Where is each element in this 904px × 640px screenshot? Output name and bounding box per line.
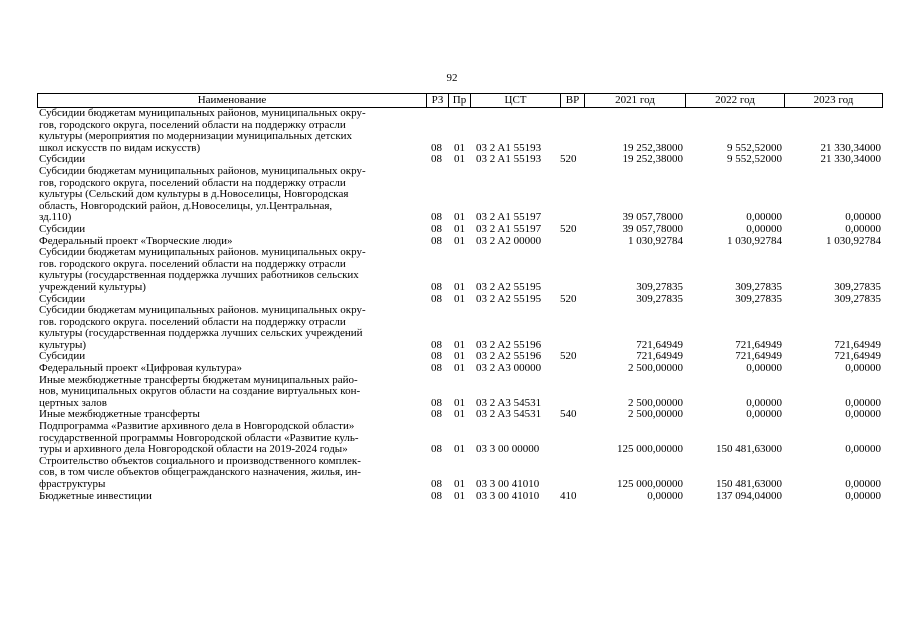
row-pr: 01: [454, 408, 465, 421]
table-row: [37, 166, 883, 224]
header-2023: 2023 год: [784, 94, 882, 107]
row-2022: 0,00000: [746, 362, 782, 375]
row-2022: 0,00000: [746, 408, 782, 421]
row-2021: 19 252,38000: [622, 153, 683, 166]
row-2022: 721,64949: [735, 350, 782, 363]
row-pr: 01: [454, 211, 465, 224]
row-cst: 03 2 A2 55196: [476, 338, 542, 351]
row-2021: 1 030,92784: [628, 234, 683, 247]
table-row: [37, 224, 883, 236]
table-row: [37, 421, 883, 456]
row-pr: 01: [454, 443, 465, 456]
row-2021: 2 500,00000: [628, 362, 683, 375]
header-vr: ВР: [560, 94, 584, 107]
row-2021: 125 000,00000: [617, 443, 683, 456]
row-2023: 0,00000: [845, 489, 881, 502]
row-2023: 309,27835: [834, 280, 881, 293]
row-vr: 520: [560, 350, 577, 363]
row-rz: 08: [431, 338, 442, 351]
row-2022: 9 552,52000: [727, 153, 782, 166]
row-2022: 309,27835: [735, 280, 782, 293]
header-rz: РЗ: [426, 94, 448, 107]
row-2023: 0,00000: [845, 211, 881, 224]
row-pr: 01: [454, 234, 465, 247]
row-2023: 21 330,34000: [820, 153, 881, 166]
row-name: Иные межбюджетные трансферты бюджетам муниципальных райо- нов, муниципальных округов области на создание виртуальных кон- цертных залов: [39, 373, 361, 409]
header-2022: 2022 год: [685, 94, 784, 107]
row-name: Федеральный проект «Цифровая культура»: [39, 362, 243, 375]
header-2021: 2021 год: [584, 94, 685, 107]
row-name: Строительство объектов социального и производственного комплек- сов, в том числе объектов общегражданского назначения, жилья, ин- фраструктуры: [39, 454, 361, 490]
budget-table: [37, 93, 883, 502]
row-rz: 08: [431, 489, 442, 502]
table-row: [37, 491, 883, 503]
row-2022: 1 030,92784: [727, 234, 782, 247]
row-pr: 01: [454, 350, 465, 363]
row-2023: 0,00000: [845, 362, 881, 375]
row-name: Субсидии: [39, 292, 86, 305]
row-2021: 0,00000: [647, 489, 683, 502]
row-cst: 03 3 00 41010: [476, 478, 540, 490]
row-pr: 01: [454, 362, 465, 375]
row-2022: 150 481,63000: [716, 478, 782, 490]
row-vr: 540: [560, 408, 577, 421]
row-name: Подпрограмма «Развитие архивного дела в Новгородской области» государственной программы Новгородской области «Развитие куль- туры и архивного дела Новгородской области на 2019-2024 годы»: [39, 420, 359, 456]
row-vr: 410: [560, 489, 577, 502]
row-2021: 721,64949: [636, 338, 683, 351]
row-name: Субсидии: [39, 350, 86, 363]
row-cst: 03 3 00 00000: [476, 443, 540, 456]
row-name: Субсидии: [39, 153, 86, 166]
row-cst: 03 2 A2 00000: [476, 234, 542, 247]
row-2021: 125 000,00000: [617, 478, 683, 490]
row-cst: 03 2 A2 55195: [476, 280, 542, 293]
row-2023: 0,00000: [845, 408, 881, 421]
row-2021: 721,64949: [636, 350, 683, 363]
row-cst: 03 2 A1 55193: [476, 141, 542, 154]
row-2023: 0,00000: [845, 222, 881, 235]
row-2022: 137 094,04000: [716, 489, 782, 502]
row-cst: 03 2 A2 55196: [476, 350, 542, 363]
row-name: Субсидии бюджетам муниципальных районов. муниципальных окру- гов. городского округа. поселений области на поддержку отрасли культуры (государственная поддержка лучших работников сельских учреждений культуры): [39, 246, 366, 293]
row-cst: 03 2 A3 54531: [476, 396, 542, 409]
table-row: [37, 456, 883, 491]
row-2023: 721,64949: [834, 350, 881, 363]
row-2021: 2 500,00000: [628, 396, 683, 409]
row-2023: 721,64949: [834, 338, 881, 351]
row-2021: 39 057,78000: [622, 222, 683, 235]
row-vr: 520: [560, 222, 577, 235]
row-2021: 19 252,38000: [622, 141, 683, 154]
row-2022: 9 552,52000: [727, 141, 782, 154]
table-body: [37, 108, 883, 502]
table-row: [37, 305, 883, 351]
row-pr: 01: [454, 489, 465, 502]
row-vr: 520: [560, 292, 577, 305]
row-name: Субсидии бюджетам муниципальных районов. муниципальных окру- гов. городского округа. поселений области на поддержку отрасли культуры (государственная поддержка лучших сельских учреждений культуры): [39, 304, 366, 351]
row-pr: 01: [454, 280, 465, 293]
header-cst: ЦСТ: [470, 94, 560, 107]
row-name: Субсидии: [39, 222, 86, 235]
row-pr: 01: [454, 153, 465, 166]
row-cst: 03 2 A3 54531: [476, 408, 542, 421]
row-rz: 08: [431, 234, 442, 247]
row-rz: 08: [431, 478, 442, 490]
table-row: [37, 108, 883, 154]
row-rz: 08: [431, 292, 442, 305]
row-pr: 01: [454, 141, 465, 154]
row-pr: 01: [454, 396, 465, 409]
row-rz: 08: [431, 153, 442, 166]
row-2023: 1 030,92784: [826, 234, 881, 247]
row-pr: 01: [454, 338, 465, 351]
row-rz: 08: [431, 396, 442, 409]
row-2021: 39 057,78000: [622, 211, 683, 224]
row-name: Субсидии бюджетам муниципальных районов, муниципальных окру- гов, городского округа, поселений области на поддержку отрасли культуры (мероприятия по модернизации муниципальных детских школ искусств по видам искусств): [39, 107, 366, 154]
row-pr: 01: [454, 292, 465, 305]
row-2022: 150 481,63000: [716, 443, 782, 456]
row-2021: 309,27835: [636, 280, 683, 293]
row-2022: 0,00000: [746, 211, 782, 224]
row-cst: 03 2 A1 55197: [476, 211, 542, 224]
table-row: [37, 375, 883, 410]
row-pr: 01: [454, 478, 465, 490]
header-pr: Пр: [448, 94, 470, 107]
table-row: [37, 363, 883, 375]
row-2022: 309,27835: [735, 292, 782, 305]
row-2022: 0,00000: [746, 396, 782, 409]
row-cst: 03 2 A3 00000: [476, 362, 542, 375]
row-rz: 08: [431, 280, 442, 293]
row-2023: 0,00000: [845, 443, 881, 456]
row-cst: 03 3 00 41010: [476, 489, 540, 502]
row-name: Иные межбюджетные трансферты: [39, 408, 200, 421]
row-2021: 2 500,00000: [628, 408, 683, 421]
row-2021: 309,27835: [636, 292, 683, 305]
row-rz: 08: [431, 350, 442, 363]
row-2022: 721,64949: [735, 338, 782, 351]
row-2023: 21 330,34000: [820, 141, 881, 154]
row-2022: 0,00000: [746, 222, 782, 235]
page-number: 92: [446, 72, 458, 84]
row-name: Федеральный проект «Творческие люди»: [39, 234, 233, 247]
row-pr: 01: [454, 222, 465, 235]
row-name: Субсидии бюджетам муниципальных районов, муниципальных окру- гов, городского округа, поселений области на поддержку отрасли культуры (Сельский дом культуры в д.Новоселицы, Новгородская область, Новгородский район, д.Новоселицы, ул.Центральная, зд.110): [39, 164, 366, 224]
row-2023: 0,00000: [845, 478, 881, 490]
row-2023: 309,27835: [834, 292, 881, 305]
table-header: [37, 93, 883, 108]
row-rz: 08: [431, 408, 442, 421]
row-cst: 03 2 A1 55197: [476, 222, 542, 235]
row-rz: 08: [431, 141, 442, 154]
row-2023: 0,00000: [845, 396, 881, 409]
row-name: Бюджетные инвестиции: [39, 489, 152, 502]
row-rz: 08: [431, 443, 442, 456]
row-cst: 03 2 A1 55193: [476, 153, 542, 166]
table-row: [37, 247, 883, 293]
row-rz: 08: [431, 222, 442, 235]
row-rz: 08: [431, 211, 442, 224]
row-rz: 08: [431, 362, 442, 375]
header-name: Наименование: [197, 94, 267, 106]
row-cst: 03 2 A2 55195: [476, 292, 542, 305]
row-vr: 520: [560, 153, 577, 166]
